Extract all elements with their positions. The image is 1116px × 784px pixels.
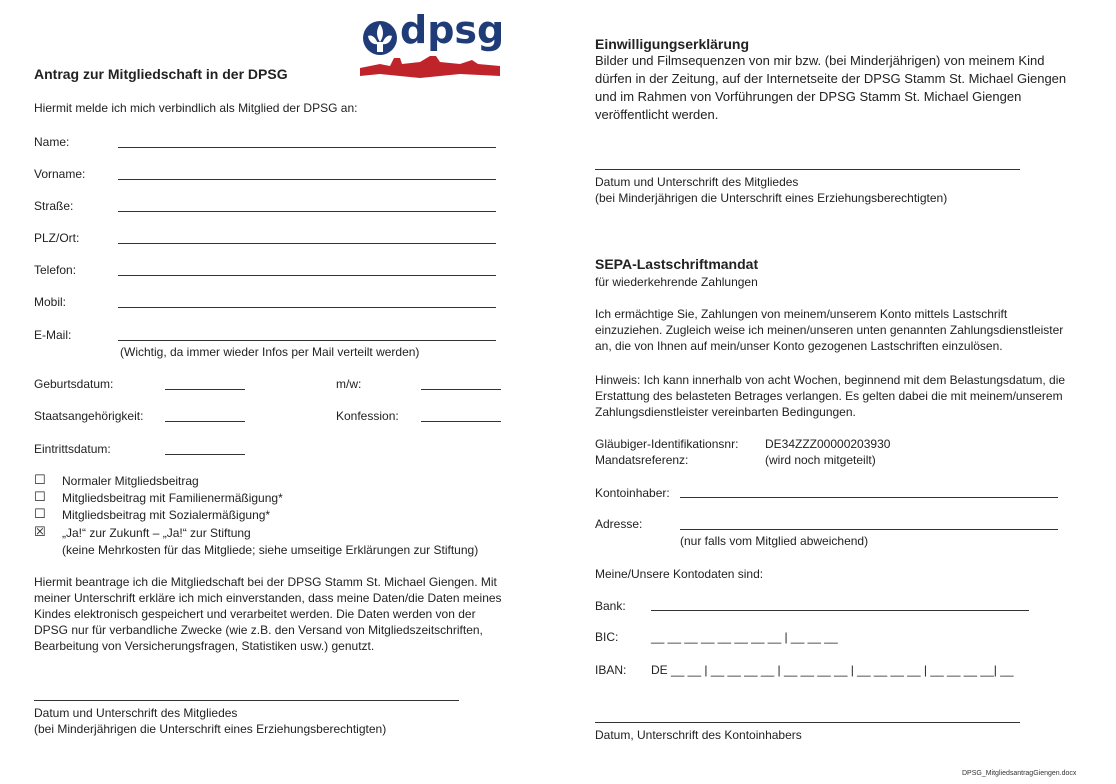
kontoinhaber-label: Kontoinhaber:	[595, 486, 670, 500]
left-signature-note: (bei Minderjährigen die Unterschrift eines Erziehungsberechtigten)	[34, 722, 387, 736]
consent-line-5: Bearbeitung von Versicherungsfragen, Statistiken usw.) genutzt.	[34, 639, 375, 653]
option-normal-label: Normaler Mitgliedsbeitrag	[62, 474, 199, 488]
consent-line-4: DPSG nur für verbandliche Zwecke (wie z.B. den Versand von Mitgliedszeitschriften,	[34, 623, 483, 637]
checkbox-stiftung[interactable]: ☒	[34, 524, 46, 539]
mw-input-line[interactable]	[421, 389, 501, 390]
bic-input[interactable]: __ __ __ __ __ __ __ __ | __ __ __	[651, 630, 838, 644]
sepa-hint-line-2: Erstattung des belasteten Betrages verlangen. Es gelten dabei die mit meinem/unserem	[595, 389, 1063, 403]
sepa-subtitle: für wiederkehrende Zahlungen	[595, 275, 758, 289]
consent-line-3: Kindes elektronisch gespeichert und verarbeitet werden. Die Daten werden von der	[34, 607, 476, 621]
geburtsdatum-label: Geburtsdatum:	[34, 377, 114, 391]
vorname-input-line[interactable]	[118, 179, 496, 180]
bic-label: BIC:	[595, 630, 619, 644]
iban-input[interactable]: DE __ __ | __ __ __ __ | __ __ __ __ | __ __ __ __ | __ __ __ __| __	[651, 663, 1014, 677]
left-title: Antrag zur Mitgliedschaft in der DPSG	[34, 66, 288, 82]
left-signature-line[interactable]	[34, 700, 459, 701]
left-intro: Hiermit melde ich mich verbindlich als Mitglied der DPSG an:	[34, 101, 358, 115]
staatsangehoerigkeit-input-line[interactable]	[165, 421, 245, 422]
sepa-hint-line-3: Zahlungsdienstleister vereinbarten Bedingungen.	[595, 405, 856, 419]
castle-banner-icon	[360, 54, 500, 80]
field-label-email: E-Mail:	[34, 328, 72, 342]
telefon-input-line[interactable]	[118, 275, 496, 276]
field-label-mobil: Mobil:	[34, 295, 67, 309]
field-label-strasse: Straße:	[34, 199, 74, 213]
left-signature-label: Datum und Unterschrift des Mitgliedes	[34, 706, 238, 720]
bank-label: Bank:	[595, 599, 626, 613]
mobil-input-line[interactable]	[118, 307, 496, 308]
mw-label: m/w:	[336, 377, 362, 391]
plz-ort-input-line[interactable]	[118, 243, 496, 244]
email-note: (Wichtig, da immer wieder Infos per Mail verteilt werden)	[120, 345, 420, 359]
email-input-line[interactable]	[118, 340, 496, 341]
konfession-input-line[interactable]	[421, 421, 501, 422]
lily-icon	[360, 18, 400, 58]
sepa-text-line-3: an, die von Ihnen auf mein/unser Konto gezogenen Lastschriften einzulösen.	[595, 339, 1003, 353]
field-label-plz-ort: PLZ/Ort:	[34, 231, 80, 245]
photo-consent-line-2: dürfen in der Zeitung, auf der Internetseite der DPSG Stamm St. Michael Giengen	[595, 71, 1067, 86]
right-signature-label: Datum und Unterschrift des Mitgliedes	[595, 175, 799, 189]
option-familie-label: Mitgliedsbeitrag mit Familienermäßigung*	[62, 491, 283, 505]
photo-consent-line-4: veröffentlicht werden.	[595, 107, 719, 122]
kontodaten-label: Meine/Unsere Kontodaten sind:	[595, 567, 764, 581]
name-input-line[interactable]	[118, 147, 496, 148]
kontoinhaber-signature-label: Datum, Unterschrift des Kontoinhabers	[595, 728, 802, 742]
photo-consent-line-3: und im Rahmen von Vorführungen der DPSG Stamm St. Michael Giengen	[595, 89, 1022, 104]
option-stiftung-note: (keine Mehrkosten für das Mitgliede; siehe umseitige Erklärungen zur Stiftung)	[62, 543, 479, 557]
option-sozial-label: Mitgliedsbeitrag mit Sozialermäßigung*	[62, 508, 271, 522]
sepa-title: SEPA-Lastschriftmandat	[595, 256, 759, 272]
field-label-telefon: Telefon:	[34, 263, 77, 277]
sepa-hint-line-1: Hinweis: Ich kann innerhalb von acht Wochen, beginnend mit dem Belastungsdatum, die	[595, 373, 1066, 387]
mandat-label: Mandatsreferenz:	[595, 453, 689, 467]
sepa-text-line-1: Ich ermächtige Sie, Zahlungen von meinem/unserem Konto mittels Lastschrift	[595, 307, 1008, 321]
checkbox-sozial[interactable]: ☐	[34, 506, 46, 521]
logo-text: dpsg	[400, 8, 505, 52]
konfession-label: Konfession:	[336, 409, 399, 423]
adresse-label: Adresse:	[595, 517, 643, 531]
field-label-vorname: Vorname:	[34, 167, 86, 181]
field-label-name: Name:	[34, 135, 70, 149]
sepa-text-line-2: einzuziehen. Zugleich weise ich meinen/unseren unten genannten Zahlungsdienstleister	[595, 323, 1064, 337]
consent-line-2: meiner Unterschrift erkläre ich mich einverstanden, dass meine Daten/die Daten meines	[34, 591, 502, 605]
mandat-value: (wird noch mitgeteilt)	[765, 453, 876, 467]
footer-filename: DPSG_MitgliedsantragGiengen.docx	[962, 770, 1077, 777]
adresse-input-line[interactable]	[680, 529, 1058, 530]
kontoinhaber-signature-line[interactable]	[595, 722, 1020, 723]
option-stiftung-label: „Ja!“ zur Zukunft – „Ja!“ zur Stiftung	[62, 526, 251, 540]
staatsangehoerigkeit-label: Staatsangehörigkeit:	[34, 409, 144, 423]
eintrittsdatum-label: Eintrittsdatum:	[34, 442, 111, 456]
checkbox-familie[interactable]: ☐	[34, 489, 46, 504]
bank-input-line[interactable]	[651, 610, 1029, 611]
photo-consent-line-1: Bilder und Filmsequenzen von mir bzw. (bei Minderjährigen) von meinem Kind	[595, 53, 1045, 68]
glaeubiger-value: DE34ZZZ00000203930	[765, 437, 891, 451]
right-signature-note: (bei Minderjährigen die Unterschrift eines Erziehungsberechtigten)	[595, 191, 948, 205]
geburtsdatum-input-line[interactable]	[165, 389, 245, 390]
adresse-note: (nur falls vom Mitglied abweichend)	[680, 534, 869, 548]
strasse-input-line[interactable]	[118, 211, 496, 212]
consent-title: Einwilligungserklärung	[595, 36, 750, 52]
checkbox-normal[interactable]: ☐	[34, 472, 46, 487]
right-signature-line[interactable]	[595, 169, 1020, 170]
glaeubiger-label: Gläubiger-Identifikationsnr:	[595, 437, 739, 451]
dpsg-logo	[360, 8, 505, 78]
kontoinhaber-input-line[interactable]	[680, 497, 1058, 498]
iban-label: IBAN:	[595, 663, 627, 677]
eintrittsdatum-input-line[interactable]	[165, 454, 245, 455]
consent-line-1: Hiermit beantrage ich die Mitgliedschaft bei der DPSG Stamm St. Michael Giengen. Mit	[34, 575, 497, 589]
